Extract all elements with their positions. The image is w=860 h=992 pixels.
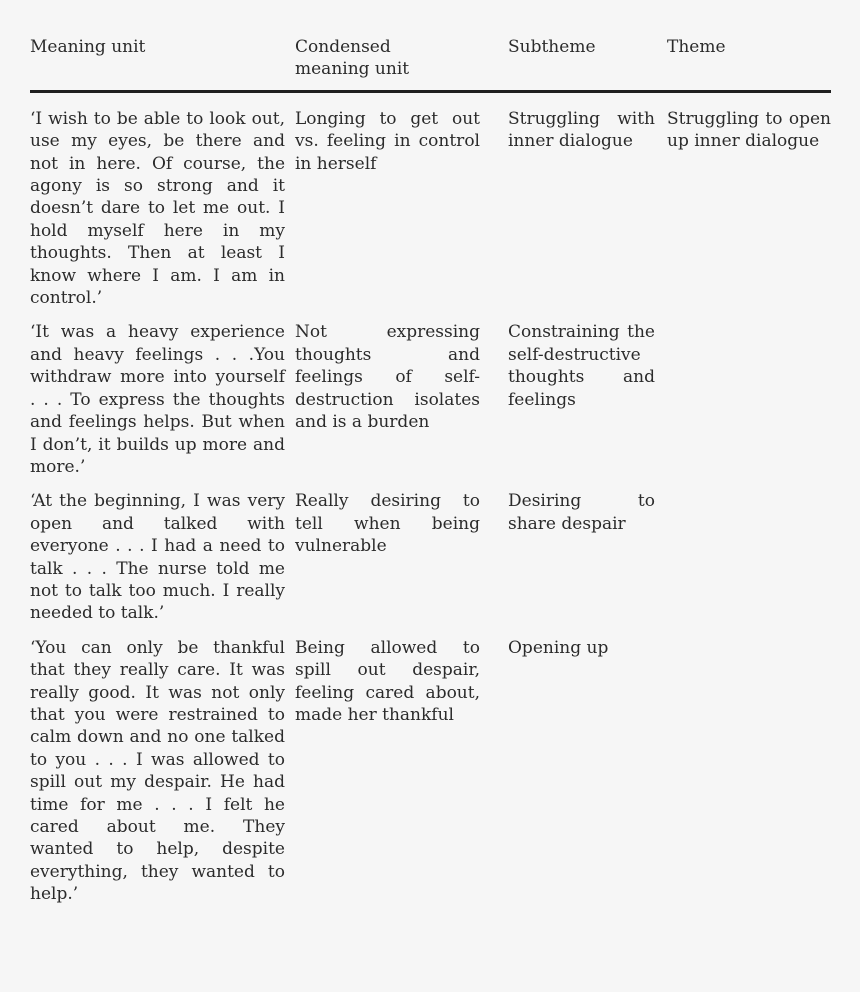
subtheme-cell: Constraining the self-destructive thoughts and feelings: [508, 322, 655, 410]
meaning-unit-cell: ‘It was a heavy experience and heavy feelings . . .You withdraw more into yourself . . . To express the thoughts and feelings helps. But when I don’t, it builds up more and more.’: [30, 322, 285, 477]
subtheme-cell: Desiring to share despair: [508, 491, 655, 534]
condensed-meaning-unit-cell: Being allowed to spill out despair, feeling cared about, made her thankful: [295, 637, 480, 725]
subtheme-cell: Opening up: [508, 637, 609, 658]
table-row: [30, 321, 831, 478]
table-row: [30, 490, 831, 624]
condensed-meaning-unit-cell: Not expressing thoughts and feelings of self-destruction isolates and is a burden: [295, 322, 480, 433]
column-header-meaning-unit: Meaning unit: [30, 37, 146, 57]
column-header-subtheme: Subtheme: [508, 37, 596, 57]
table-row: [30, 637, 831, 906]
meaning-unit-cell: ‘You can only be thankful that they really care. It was really good. It was not only that you were restrained to calm down and no one talked to you . . . I was allowed to spill out my despair. He had time for me . . . I felt he cared about me. They wanted to help, despite everything, they wanted to help.’: [30, 637, 285, 905]
theme-cell: [667, 637, 831, 906]
theme-cell: Struggling to open up inner dialogue: [667, 108, 831, 152]
header-divider: [30, 90, 831, 93]
content-analysis-table: [30, 36, 831, 918]
theme-cell: [667, 490, 831, 624]
meaning-unit-cell: ‘At the beginning, I was very open and talked with everyone . . . I had a need to talk . . . The nurse told me not to talk too much. I really needed to talk.’: [30, 491, 285, 624]
theme-cell: [667, 321, 831, 478]
column-header-theme: Theme: [667, 37, 726, 57]
table-row: [30, 108, 831, 310]
subtheme-cell: Struggling with inner dialogue: [508, 108, 655, 152]
condensed-meaning-unit-cell: Really desiring to tell when being vulnerable: [295, 491, 480, 557]
table-header-row: [30, 36, 831, 81]
column-header-condensed-meaning-unit: Condensed meaning unit: [295, 37, 410, 80]
meaning-unit-cell: ‘I wish to be able to look out, use my eyes, be there and not in here. Of course, the agony is so strong and it doesn’t dare to let me out. I hold myself here in my thoughts. Then at least I know where I am. I am in control.’: [30, 108, 285, 309]
condensed-meaning-unit-cell: Longing to get out vs. feeling in control in herself: [295, 108, 480, 174]
